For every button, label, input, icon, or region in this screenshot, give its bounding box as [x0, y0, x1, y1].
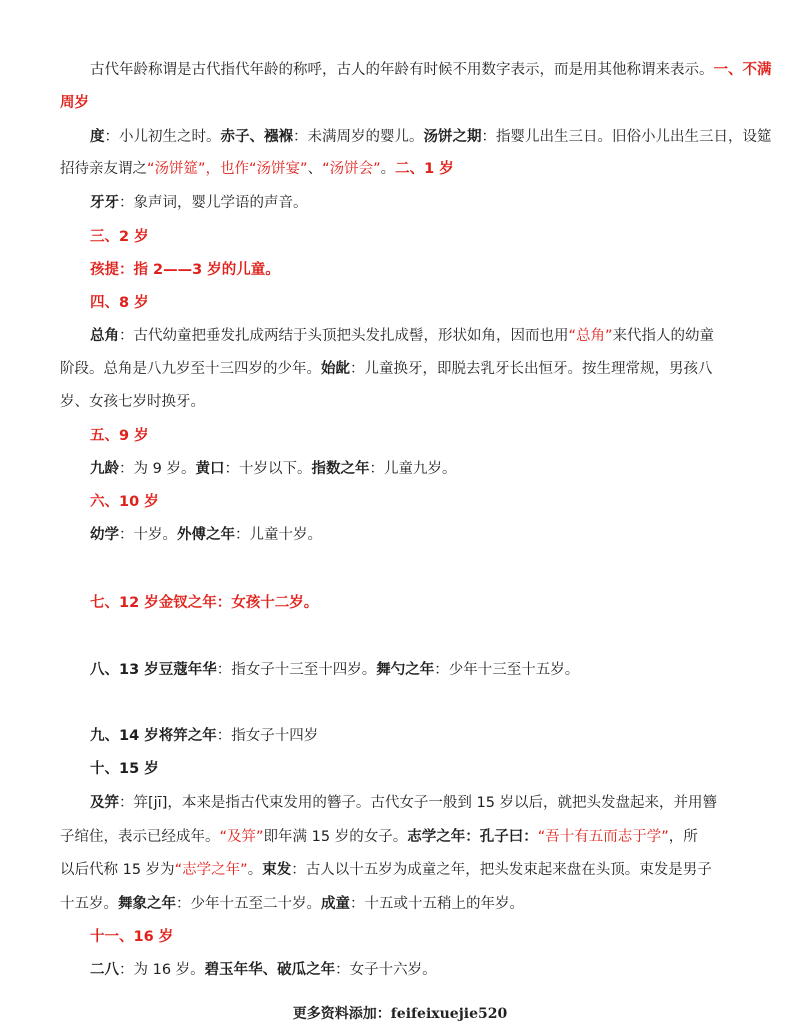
- para-infant-line-1: [90, 126, 772, 148]
- term-doukou: 八、13 岁豆蔻年华: [90, 662, 217, 678]
- term-waifu: 外傅之年: [177, 527, 235, 543]
- def-tangbing: ：指婴儿出生三日。旧俗小儿出生三日，设筵: [481, 129, 772, 145]
- heading-age-16: 十一、16 岁: [90, 929, 174, 945]
- def-doukou: ：指女子十三至十四岁。: [216, 662, 377, 678]
- def-wushao: ：少年十三至十五岁。: [434, 662, 580, 678]
- quote-zongjiao: “总角”: [568, 328, 613, 344]
- para-yaya: [90, 192, 308, 214]
- term-jiangji: 九、14 岁将笄之年: [90, 728, 217, 744]
- term-jiuling: 九龄: [90, 461, 119, 477]
- term-youxue: 幼学: [90, 527, 119, 543]
- def-jiji-a: ：笄[jī]，本来是指古代束发用的簪子。古代女子一般到 15 岁以后，就把头发盘起来，并用簪: [119, 795, 718, 811]
- intro-line-2: [60, 92, 89, 114]
- term-biyu: 碧玉年华、破瓜之年: [204, 962, 336, 978]
- para-jiji-line-3: [60, 859, 712, 881]
- term-tangbing: 汤饼之期: [423, 129, 482, 145]
- def-chizi: ：未满周岁的婴儿。: [293, 129, 424, 145]
- def-shichen: ：儿童换牙，即脱去乳牙长出恒牙。按生理常规，男孩八: [350, 361, 713, 377]
- text-invite: 招待亲友谓之: [60, 161, 147, 177]
- term-chengtong: 成童: [321, 896, 350, 912]
- para-haiti: 孩提：指 2——3 岁的儿童。: [90, 262, 280, 278]
- para-age-16: [90, 959, 437, 981]
- intro-text: 古代年龄称谓是古代指代年龄的称呼，古人的年龄有时候不用数字表示，而是用其他称谓来表示。: [90, 62, 714, 78]
- def-du: ：小儿初生之时。: [104, 129, 221, 145]
- heading-age-2: 三、2 岁: [90, 229, 149, 245]
- def-huangkou: ：十岁以下。: [224, 461, 312, 477]
- para-jiji-line-4: [60, 893, 524, 915]
- quote-jiji: “及笄”: [219, 829, 264, 845]
- def-jiji-b: 子绾住，表示已经成年。: [60, 829, 220, 845]
- quote-tangbing-2: “汤饼会”: [322, 161, 381, 177]
- term-wuxiang: 舞象之年: [118, 896, 176, 912]
- heading-age-8: 四、8 岁: [90, 295, 149, 311]
- def-shufa-b: 十五岁。: [60, 896, 118, 912]
- para-age-9: [90, 458, 456, 480]
- separator: 、: [307, 161, 323, 177]
- para-zongjiao-line-1: [90, 325, 714, 347]
- def-biyu: ：女子十六岁。: [335, 962, 437, 978]
- para-jiji-line-1: [90, 792, 717, 814]
- period: 。: [380, 161, 396, 177]
- term-wushao: 舞勺之年: [376, 662, 435, 678]
- def-chengtong: ：十五或十五稍上的年岁。: [350, 896, 524, 912]
- para-jiji-line-2: [60, 826, 698, 848]
- intro-line-1: [90, 59, 772, 81]
- def-erba: ：为 16 岁。: [119, 962, 205, 978]
- term-zhishu: 指数之年: [311, 461, 370, 477]
- term-shichen: 始龀: [321, 361, 350, 377]
- heading-age-9: 五、9 岁: [90, 428, 149, 444]
- def-youxue: ：十岁。: [119, 527, 177, 543]
- def-yaya: ：象声词，婴儿学语的声音。: [119, 195, 308, 211]
- def-waifu: ：儿童十岁。: [235, 527, 322, 543]
- def-jiuling: ：为 9 岁。: [119, 461, 196, 477]
- para-age-14: [90, 725, 318, 747]
- period-2: 。: [247, 862, 263, 878]
- quote-zhixue: “志学之年”: [174, 862, 248, 878]
- heading-age-10: 六、10 岁: [90, 494, 159, 510]
- def-zongjiao-b: 来代指人的幼童: [612, 328, 715, 344]
- heading-under-one-b: 周岁: [60, 95, 89, 111]
- def-jiji-c: 即年满 15 岁的女子。: [263, 829, 408, 845]
- term-zongjiao: 总角: [90, 328, 119, 344]
- term-jiji: 及笄: [90, 795, 119, 811]
- heading-age-12: 七、12 岁金钗之年：女孩十二岁。: [90, 595, 319, 611]
- term-yaya: 牙牙: [90, 195, 119, 211]
- term-shufa: 束发: [262, 862, 292, 878]
- footer-note: 更多资料添加：feifeixuejie520: [292, 1006, 508, 1022]
- def-zhishu: ：儿童九岁。: [369, 461, 457, 477]
- quote-tangbing-1: “汤饼筵”，也作“汤饼宴”: [147, 161, 308, 177]
- para-zongjiao-line-3: 岁、女孩七岁时换牙。: [60, 394, 205, 410]
- def-zongjiao-a: ：古代幼童把垂发扎成两结于头顶把头发扎成髻，形状如角，因而也用: [119, 328, 569, 344]
- heading-age-15: 十、15 岁: [90, 761, 159, 777]
- term-du: 度: [90, 129, 105, 145]
- def-zongjiao-c: 阶段。总角是八九岁至十三四岁的少年。: [60, 361, 321, 377]
- heading-age-1: 二、1 岁: [395, 161, 454, 177]
- def-wuxiang: ：少年十五至二十岁。: [176, 896, 321, 912]
- def-jiangji: ：指女子十四岁: [216, 728, 319, 744]
- para-age-13: [90, 659, 579, 681]
- term-erba: 二八: [90, 962, 119, 978]
- term-huangkou: 黄口: [195, 461, 225, 477]
- def-zhixue-b: 以后代称 15 岁为: [60, 862, 175, 878]
- def-zhixue-a: ，所: [668, 829, 698, 845]
- def-shufa: ：古人以十五岁为成童之年，把头发束起来盘在头顶。束发是男子: [291, 862, 712, 878]
- heading-under-one-a: 一、不满: [713, 62, 772, 78]
- term-zhixue: 志学之年：孔子曰：: [407, 829, 538, 845]
- term-chizi: 赤子、襁褓: [220, 129, 293, 145]
- para-age-10: [90, 524, 322, 546]
- quote-confucius: “吾十有五而志于学”: [537, 829, 669, 845]
- para-infant-line-2: [60, 158, 454, 180]
- para-zongjiao-line-2: [60, 358, 713, 380]
